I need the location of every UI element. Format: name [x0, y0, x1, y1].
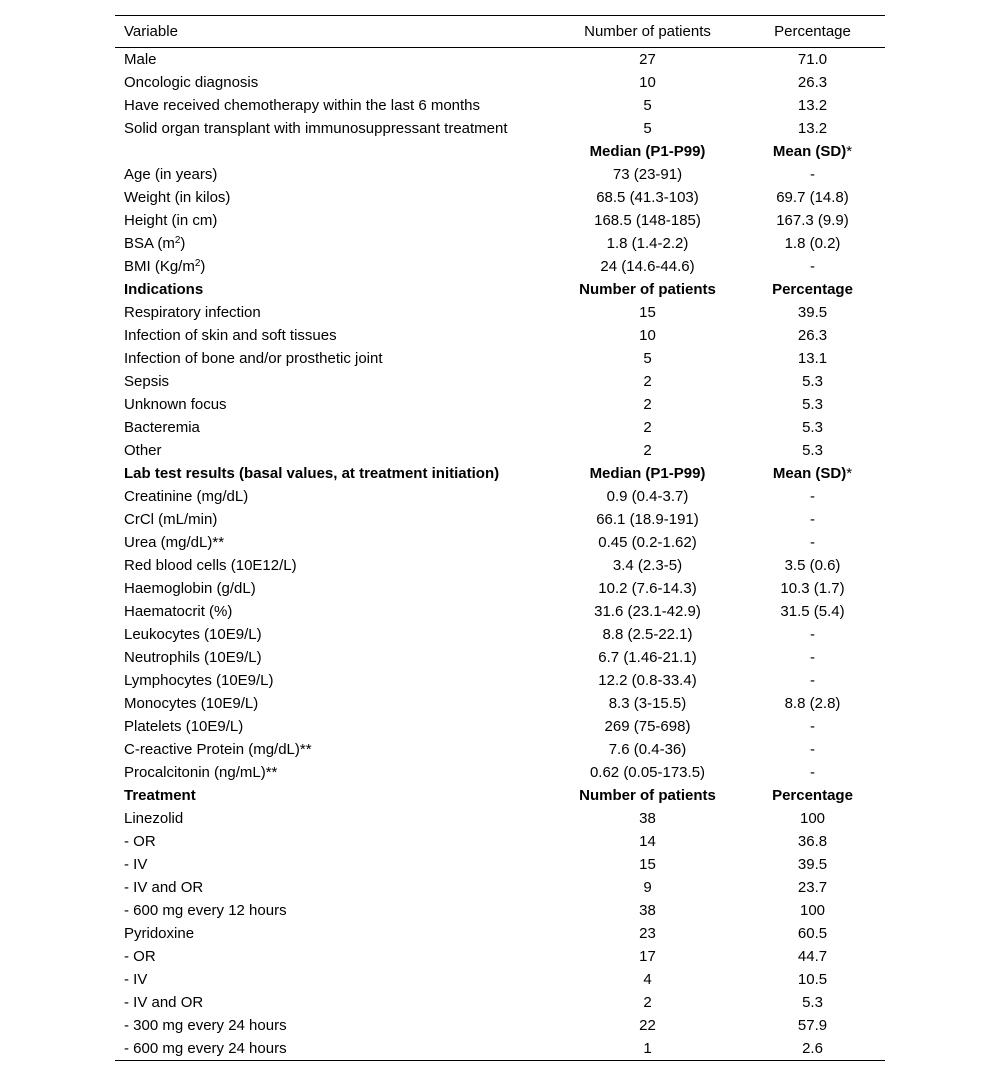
row-label: [115, 738, 555, 761]
row-label-text: - IV and OR: [124, 878, 204, 896]
value-text: -: [810, 533, 815, 551]
value-percentage: [740, 531, 885, 554]
row-label-text: Indications: [124, 280, 204, 298]
row-label-text: Procalcitonin (ng/mL)**: [124, 763, 278, 781]
value-text: 71.0: [797, 50, 828, 68]
value-number-of-patients: 10.2 (7.6-14.3): [598, 579, 697, 597]
value-text: 23.7: [797, 878, 828, 896]
value-number-of-patients: 23: [639, 924, 656, 942]
value-percentage: [740, 393, 885, 416]
row-label: [115, 807, 555, 830]
row-label-text: Creatinine (mg/dL): [124, 487, 249, 505]
table-row: [115, 807, 885, 830]
value-percentage: [740, 577, 885, 600]
row-label: [115, 922, 555, 945]
value-percentage: [740, 209, 885, 232]
value-number-of-patients: 31.6 (23.1-42.9): [594, 602, 701, 620]
row-label-text: - IV: [124, 970, 148, 988]
value-percentage: [740, 669, 885, 692]
value-percentage: [740, 416, 885, 439]
value-percentage: [740, 922, 885, 945]
value-text: 60.5: [797, 924, 828, 942]
table-row: [115, 485, 885, 508]
row-label: [115, 623, 555, 646]
value-number-of-patients: 5: [643, 349, 652, 367]
table-row: [115, 94, 885, 117]
value-text: 100: [799, 901, 826, 919]
table-row: [115, 416, 885, 439]
row-label: [115, 485, 555, 508]
row-label: [115, 301, 555, 324]
row-label: [115, 968, 555, 991]
table-row: [115, 554, 885, 577]
value-percentage: [740, 301, 885, 324]
row-label-text: Have received chemotherapy within the last 6 months: [124, 96, 481, 114]
row-label: [115, 462, 555, 485]
table-row: [115, 600, 885, 623]
value-percentage: [740, 853, 885, 876]
value-number-of-patients: 12.2 (0.8-33.4): [598, 671, 697, 689]
value-text: Percentage: [772, 786, 853, 804]
value-number-of-patients: 10: [639, 73, 656, 91]
value-percentage: [740, 1037, 885, 1061]
value-text: 39.5: [797, 303, 828, 321]
value-number-of-patients: 10: [639, 326, 656, 344]
value-number-of-patients: Median (P1-P99): [589, 464, 706, 482]
row-label: [115, 232, 555, 255]
value-text: 5.3: [802, 993, 823, 1011]
table-body: [115, 48, 885, 1061]
row-label: [115, 531, 555, 554]
value-text: 2.6: [802, 1039, 823, 1057]
value-text: 26.3: [797, 326, 828, 344]
value-text: 39.5: [797, 855, 828, 873]
value-text: 5.3: [802, 395, 823, 413]
row-label-text: Lymphocytes (10E9/L): [124, 671, 274, 689]
value-number-of-patients: 9: [643, 878, 652, 896]
row-label-text: Lab test results (basal values, at treatment initiation): [124, 464, 500, 482]
value-number-of-patients: 15: [639, 303, 656, 321]
value-text: 3.5 (0.6): [784, 556, 841, 574]
row-label: [115, 991, 555, 1014]
value-percentage: [740, 784, 885, 807]
footnote-marker: *: [846, 464, 853, 482]
value-percentage: [740, 991, 885, 1014]
value-percentage: [740, 715, 885, 738]
row-label: [115, 370, 555, 393]
value-text: Mean (SD): [772, 464, 847, 482]
value-number-of-patients: Median (P1-P99): [589, 142, 706, 160]
row-label-text: Monocytes (10E9/L): [124, 694, 259, 712]
row-label-text: Pyridoxine: [124, 924, 195, 942]
row-label: [115, 255, 555, 278]
row-label-text: - 600 mg every 24 hours: [124, 1039, 287, 1057]
row-label: [115, 784, 555, 807]
row-label: [115, 876, 555, 899]
row-label: [115, 278, 555, 301]
row-label: [115, 1037, 555, 1061]
row-label-text: Solid organ transplant with immunosuppressant treatment: [124, 119, 508, 137]
table-row: [115, 163, 885, 186]
row-label-text: Bacteremia: [124, 418, 200, 436]
row-label-text: Haemoglobin (g/dL): [124, 579, 256, 597]
table-row: [115, 623, 885, 646]
value-percentage: [740, 347, 885, 370]
value-percentage: [740, 807, 885, 830]
row-label-text: - 600 mg every 12 hours: [124, 901, 287, 919]
value-number-of-patients: 38: [639, 901, 656, 919]
value-percentage: [740, 899, 885, 922]
row-label: [115, 646, 555, 669]
value-number-of-patients: 15: [639, 855, 656, 873]
table-row: [115, 531, 885, 554]
header-percentage: Percentage: [740, 16, 885, 48]
row-label-text: Weight (in kilos): [124, 188, 231, 206]
table-row: [115, 439, 885, 462]
row-label-text: Sepsis: [124, 372, 170, 390]
value-number-of-patients: 1.8 (1.4-2.2): [606, 234, 689, 252]
table-row: [115, 738, 885, 761]
value-percentage: [740, 163, 885, 186]
header-number-of-patients: Number of patients: [555, 16, 740, 48]
value-text: 1.8 (0.2): [784, 234, 841, 252]
value-number-of-patients: 73 (23-91): [612, 165, 683, 183]
value-percentage: [740, 761, 885, 784]
table-row: [115, 830, 885, 853]
value-percentage: [740, 876, 885, 899]
value-text: 8.8 (2.8): [784, 694, 841, 712]
value-percentage: [740, 140, 885, 163]
row-label-text: Infection of bone and/or prosthetic joint: [124, 349, 383, 367]
row-label-text: Haematocrit (%): [124, 602, 233, 620]
patient-characteristics-table: [115, 15, 885, 1061]
value-text: -: [810, 625, 815, 643]
value-text: 69.7 (14.8): [776, 188, 849, 206]
value-percentage: [740, 71, 885, 94]
value-percentage: [740, 830, 885, 853]
value-text: 167.3 (9.9): [776, 211, 849, 229]
row-label-text: BSA (m: [124, 234, 175, 252]
value-number-of-patients: 8.8 (2.5-22.1): [602, 625, 693, 643]
row-label-text: Red blood cells (10E12/L): [124, 556, 297, 574]
row-label: [115, 945, 555, 968]
value-text: 5.3: [802, 372, 823, 390]
value-text: 26.3: [797, 73, 828, 91]
value-number-of-patients: 269 (75-698): [604, 717, 691, 735]
value-number-of-patients: 168.5 (148-185): [594, 211, 701, 229]
table-row: [115, 968, 885, 991]
value-text: -: [810, 763, 815, 781]
table-row: [115, 255, 885, 278]
table-row: [115, 71, 885, 94]
value-text: -: [810, 257, 815, 275]
value-text: 100: [799, 809, 826, 827]
value-text: -: [810, 671, 815, 689]
value-text: 5.3: [802, 441, 823, 459]
row-label-text: Oncologic diagnosis: [124, 73, 259, 91]
value-text: Mean (SD): [772, 142, 847, 160]
header-variable: Variable: [115, 16, 555, 48]
value-number-of-patients: Number of patients: [579, 280, 716, 298]
row-label-text: Leukocytes (10E9/L): [124, 625, 262, 643]
section-header-row: [115, 278, 885, 301]
table-row: [115, 48, 885, 71]
value-percentage: [740, 945, 885, 968]
value-text: 44.7: [797, 947, 828, 965]
row-label-text: Platelets (10E9/L): [124, 717, 244, 735]
value-number-of-patients: 8.3 (3-15.5): [608, 694, 687, 712]
row-label: [115, 554, 555, 577]
value-text: -: [810, 648, 815, 666]
table-row: [115, 347, 885, 370]
value-percentage: [740, 646, 885, 669]
value-number-of-patients: 4: [643, 970, 652, 988]
value-number-of-patients: 1: [555, 1037, 740, 1061]
table-row: [115, 577, 885, 600]
table-row: [115, 186, 885, 209]
row-label: [115, 692, 555, 715]
value-percentage: [740, 370, 885, 393]
table-row: [115, 853, 885, 876]
row-label: [115, 830, 555, 853]
value-text: 13.1: [797, 349, 828, 367]
value-percentage: [740, 462, 885, 485]
value-number-of-patients: 5: [643, 96, 652, 114]
value-number-of-patients: 3.4 (2.3-5): [612, 556, 683, 574]
value-percentage: [740, 600, 885, 623]
row-label: [115, 117, 555, 140]
row-label-text: Respiratory infection: [124, 303, 261, 321]
table-row: [115, 761, 885, 784]
value-number-of-patients: 2: [643, 418, 652, 436]
value-text: Percentage: [772, 280, 853, 298]
row-label-text: Other: [124, 441, 162, 459]
row-label-text: - OR: [124, 832, 156, 850]
row-label-suffix: ): [200, 257, 206, 275]
superscript: 2: [174, 234, 181, 246]
row-label-text: BMI (Kg/m: [124, 257, 195, 275]
row-label-text: Neutrophils (10E9/L): [124, 648, 262, 666]
value-percentage: [740, 554, 885, 577]
row-label-text: Male: [124, 50, 157, 68]
table-row: [115, 715, 885, 738]
value-number-of-patients: 17: [639, 947, 656, 965]
value-number-of-patients: Number of patients: [579, 786, 716, 804]
superscript: 2: [194, 257, 201, 269]
table-row: [115, 1014, 885, 1037]
table-row: [115, 692, 885, 715]
table-row: [115, 324, 885, 347]
value-number-of-patients: 0.9 (0.4-3.7): [606, 487, 689, 505]
row-label-text: Age (in years): [124, 165, 218, 183]
value-number-of-patients: 2: [643, 395, 652, 413]
value-percentage: [740, 324, 885, 347]
row-label: [115, 439, 555, 462]
row-label: [115, 163, 555, 186]
value-text: -: [810, 510, 815, 528]
row-label: [115, 600, 555, 623]
value-text: -: [810, 487, 815, 505]
row-label: [115, 71, 555, 94]
table-row: [115, 876, 885, 899]
value-percentage: [740, 186, 885, 209]
value-percentage: [740, 278, 885, 301]
value-number-of-patients: 2: [643, 372, 652, 390]
row-label-text: - 300 mg every 24 hours: [124, 1016, 287, 1034]
row-label: [115, 1014, 555, 1037]
table-header-row: [115, 16, 885, 48]
row-label: [115, 508, 555, 531]
row-label: [115, 209, 555, 232]
table-row: [115, 899, 885, 922]
value-number-of-patients: 14: [639, 832, 656, 850]
value-text: 13.2: [797, 119, 828, 137]
table-row: [115, 646, 885, 669]
value-percentage: [740, 692, 885, 715]
row-label: [115, 669, 555, 692]
value-percentage: [740, 48, 885, 71]
row-label: [115, 416, 555, 439]
value-number-of-patients: 6.7 (1.46-21.1): [598, 648, 697, 666]
value-percentage: [740, 1014, 885, 1037]
table-row: [115, 232, 885, 255]
value-text: 36.8: [797, 832, 828, 850]
value-text: 31.5 (5.4): [780, 602, 845, 620]
value-percentage: [740, 255, 885, 278]
value-number-of-patients: 5: [643, 119, 652, 137]
value-percentage: [740, 439, 885, 462]
row-label: [115, 140, 555, 163]
row-label: [115, 761, 555, 784]
row-label-text: Urea (mg/dL)**: [124, 533, 225, 551]
value-percentage: [740, 485, 885, 508]
value-percentage: [740, 623, 885, 646]
row-label-text: CrCl (mL/min): [124, 510, 218, 528]
row-label-text: - OR: [124, 947, 156, 965]
row-label: [115, 899, 555, 922]
value-text: 13.2: [797, 96, 828, 114]
row-label: [115, 347, 555, 370]
row-label-text: Unknown focus: [124, 395, 227, 413]
value-number-of-patients: 0.45 (0.2-1.62): [598, 533, 697, 551]
row-label: [115, 393, 555, 416]
value-text: 10.5: [797, 970, 828, 988]
value-percentage: [740, 94, 885, 117]
row-label: [115, 715, 555, 738]
row-label-text: Height (in cm): [124, 211, 218, 229]
value-number-of-patients: 7.6 (0.4-36): [608, 740, 687, 758]
value-percentage: [740, 968, 885, 991]
value-number-of-patients: 0.62 (0.05-173.5): [589, 763, 706, 781]
value-text: 5.3: [802, 418, 823, 436]
value-number-of-patients: 38: [639, 809, 656, 827]
value-text: -: [810, 165, 815, 183]
row-label: [115, 186, 555, 209]
table-row: [115, 508, 885, 531]
value-percentage: [740, 738, 885, 761]
value-number-of-patients: 24 (14.6-44.6): [600, 257, 695, 275]
row-label: [115, 853, 555, 876]
section-header-row: [115, 462, 885, 485]
row-label-text: C-reactive Protein (mg/dL)**: [124, 740, 312, 758]
value-number-of-patients: 2: [643, 441, 652, 459]
row-label-text: Treatment: [124, 786, 196, 804]
value-number-of-patients: 66.1 (18.9-191): [596, 510, 699, 528]
row-label-text: Linezolid: [124, 809, 184, 827]
value-text: -: [810, 717, 815, 735]
table-row: [115, 301, 885, 324]
value-percentage: [740, 117, 885, 140]
row-label-text: Infection of skin and soft tissues: [124, 326, 337, 344]
value-number-of-patients: 27: [639, 50, 656, 68]
value-percentage: [740, 232, 885, 255]
value-number-of-patients: 2: [643, 993, 652, 1011]
value-text: -: [810, 740, 815, 758]
value-text: 57.9: [797, 1016, 828, 1034]
value-number-of-patients: 68.5 (41.3-103): [596, 188, 699, 206]
row-label: [115, 324, 555, 347]
table-row: [115, 991, 885, 1014]
value-number-of-patients: 22: [639, 1016, 656, 1034]
value-percentage: [740, 508, 885, 531]
row-label: [115, 48, 555, 71]
table-row: [115, 370, 885, 393]
table-row: [115, 922, 885, 945]
section-header-row: [115, 784, 885, 807]
value-text: 10.3 (1.7): [780, 579, 845, 597]
table-row: [115, 669, 885, 692]
table-row: [115, 209, 885, 232]
footnote-marker: *: [846, 142, 853, 160]
table-row: [115, 393, 885, 416]
row-label-text: - IV: [124, 855, 148, 873]
row-label-suffix: ): [180, 234, 186, 252]
row-label-text: - IV and OR: [124, 993, 204, 1011]
table-row: [115, 117, 885, 140]
table-row: [115, 945, 885, 968]
table-row: [115, 1037, 885, 1061]
section-header-row: [115, 140, 885, 163]
row-label: [115, 577, 555, 600]
row-label: [115, 94, 555, 117]
